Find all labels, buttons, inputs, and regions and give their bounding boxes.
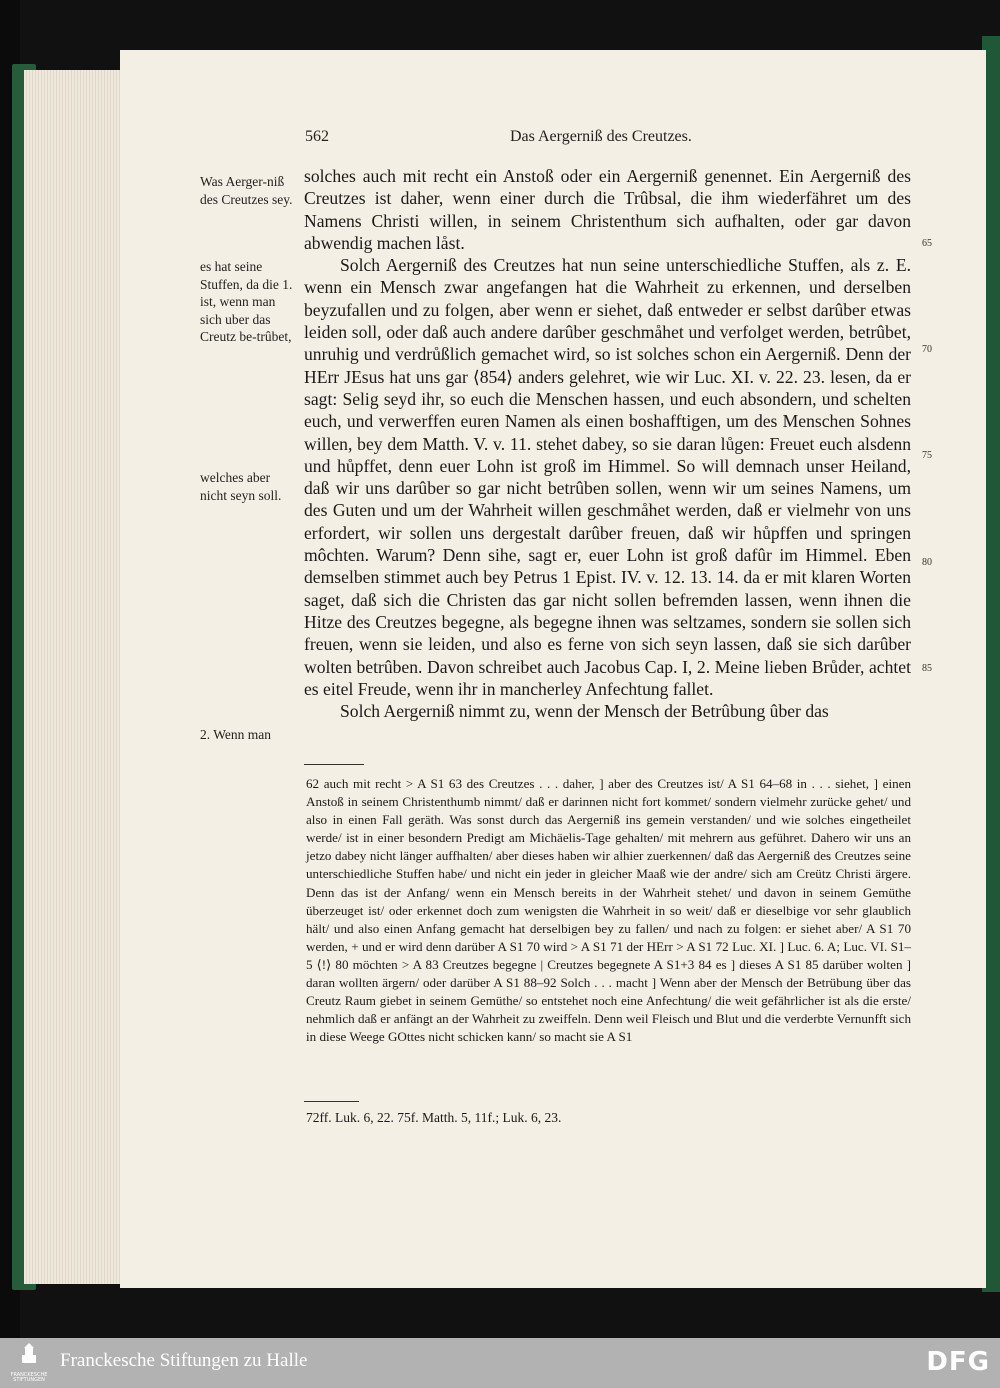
margin-note: Was Aerger-niß des Creutzes sey. [200, 174, 293, 207]
scripture-references: 72ff. Luk. 6, 22. 75f. Matth. 5, 11f.; Luk. 6, 23. [306, 1110, 562, 1125]
page-edges [24, 70, 126, 1284]
margin-note: 2. Wenn man [200, 727, 272, 742]
institution-name: Franckesche Stiftungen zu Halle [60, 1350, 308, 1371]
line-number: 65 [922, 238, 932, 249]
line-number: 80 [922, 557, 932, 568]
line-number: 70 [922, 344, 932, 355]
margin-note: welches aber nicht seyn soll. [200, 470, 282, 503]
running-title: Das Aergerniß des Creutzes. [510, 128, 692, 145]
paragraph: solches auch mit recht ein Anstoß oder ein Aergerniß genennet. Ein Aergerniß des Creutzes ist daher, wenn einer durch die Trûbsal, die ihm wiederfähret um des Namens Christi willen, in seinem Christenthum sich aufhalten, oder gar davon abwendig machen låst. [304, 166, 911, 253]
footnote-rule [304, 764, 364, 765]
main-text [304, 165, 911, 722]
line-number: 85 [922, 663, 932, 674]
paragraph: Solch Aergerniß nimmt zu, wenn der Mensch der Betrûbung ûber das [340, 701, 829, 722]
margin-note: es hat seine Stuffen, da die 1. ist, wenn man sich uber das Creutz be-trûbet, [200, 259, 293, 344]
logo-text: FRANCKESCHE STIFTUNGEN [10, 1372, 48, 1383]
page-number: 562 [305, 128, 329, 145]
paragraph: Solch Aergerniß des Creutzes hat nun seine unterschiedliche Stuffen, als z. E. wenn ein Mensch zwar angefangen hat die Wahrheit zu erkennen, und derselben beyzufallen und zu folgen, aber wenn er siehet, daß entweder er selbst darûber etwas leiden soll, oder daß auch andere darûber geschmåhet und verfolget werden, betrûbet, unruhig und verdrůßlich gemachet wird, so ist solches schon ein Aergerniß. Denn der HErr JEsus hat uns gar ⟨854⟩ anders gelehret, wie wir Luc. XI. v. 22. 23. lesen, da er sagt: Selig seyd ihr, so euch die Menschen hassen, und euch absondern, und schelten euch, und verwerffen euren Namen als einen boshafftigen, um des Menschen Sohnes willen, bey dem Matth. V. v. 11. stehet dabey, so sie daran lůgen: Freuet euch alsdenn und hůpffet, denn euer Lohn ist groß im Himmel. So will demnach unser Heiland, daß wir uns darûber so gar nicht betrûben sollen, wenn wir um seines Namens, um des Guten und um der Wahrheit willen geschmåhet werden, daß er vielmehr von uns erfordert, wir sollen uns dergestalt darûber freuen, daß wir hůpffen und springen môchten. Warum? Denn sihe, sagt er, euer Lohn ist groß dafûr im Himmel. Eben demselben stimmet auch bey Petrus 1 Epist. IV. v. 12. 13. 14. da er mit klaren Worten saget, daß sich die Christen das gar nicht sollen befremden lassen, wenn ihnen die Hitze des Creutzes begegne, als begegne ihnen was seltzames, sondern sie sollen sich freuen, wenn sie leiden, und also es ferne von sich seyn lassen, daß sie sich darûber wolten betrûben. Davon schreibet auch Jacobus Cap. I, 2. Meine lieben Brůder, achtet es eitel Freude, wenn ihr in mancherley Anfechtung fallet. [304, 255, 911, 699]
francke-logo-icon [8, 1343, 50, 1383]
reference-rule [304, 1101, 359, 1102]
dfg-logo: DFG [926, 1347, 990, 1377]
footer-bar [0, 1338, 1000, 1388]
critical-apparatus: 62 auch mit recht > A S1 63 des Creutzes . . . daher, ] aber des Creutzes ist/ A S1 64–68 in . . . siehet, ] einen Anstoß in seinem Christenthumb nimmt/ daß er darinnen nicht fort kommet/ sondern vielmehr zurücke gehet/ und also in einen Fall geräth. Was sonst durch das Aergerniß ins gemein verstanden/ und wie solches eingetheilet werde/ ist in einer besondern Predigt am Michäelis-Tage gehalten/ mit mehrern aus geführet. Dahero wir uns an jetzo dabey nicht länger auffhalten/ aber dieses haben wir alhier zuerkennen/ daß das Aergerniß des Creutzes seine unterschiedliche Stuffen habe/ und nicht ein jeder in gleicher Maaß wie der andre/ sich am Creütz Christi ärgere. Denn das ist der Anfang/ wenn ein Mensch bereits in der Wahrheit stehet/ und davon in seinem Gemüthe überzeuget ist/ oder erkennet doch zum wenigsten die Wahrheit in so weit/ daß er dieselbige vor sehr glaublich hält/ und also einen Anfang gemacht hat derselbigen bey zu fallen/ und nach zu folgen: er siehet aber/ A S1 70 werden, + und er wird denn darüber A S1 70 wird > A S1 71 der HErr > A S1 72 Luc. XI. ] Luc. 6. A; Luc. VI. S1–5 ⟨!⟩ 80 möchten > A 83 Creutzes begegne | Creutzes begegnete A S1+3 84 es ] dieses A S1 85 darüber wolten ] daran wollten ärgern/ oder darüber A S1 88–92 Solch . . . macht ] Wenn aber der Mensch der Betrübung über das Creutz Raum giebet in seinem Gemüthe/ so entstehet noch eine Anfechtung/ die weit gefährlicher ist als die erste/ nehmlich daß er anfängt an der Wahrheit zu zweiffeln. Denn weil Fleisch und Blut und die verderbte Vernunfft sich in diese Weege GOttes nicht schicken kann/ so macht sie A S1 [306, 776, 911, 1045]
line-number: 75 [922, 450, 932, 461]
